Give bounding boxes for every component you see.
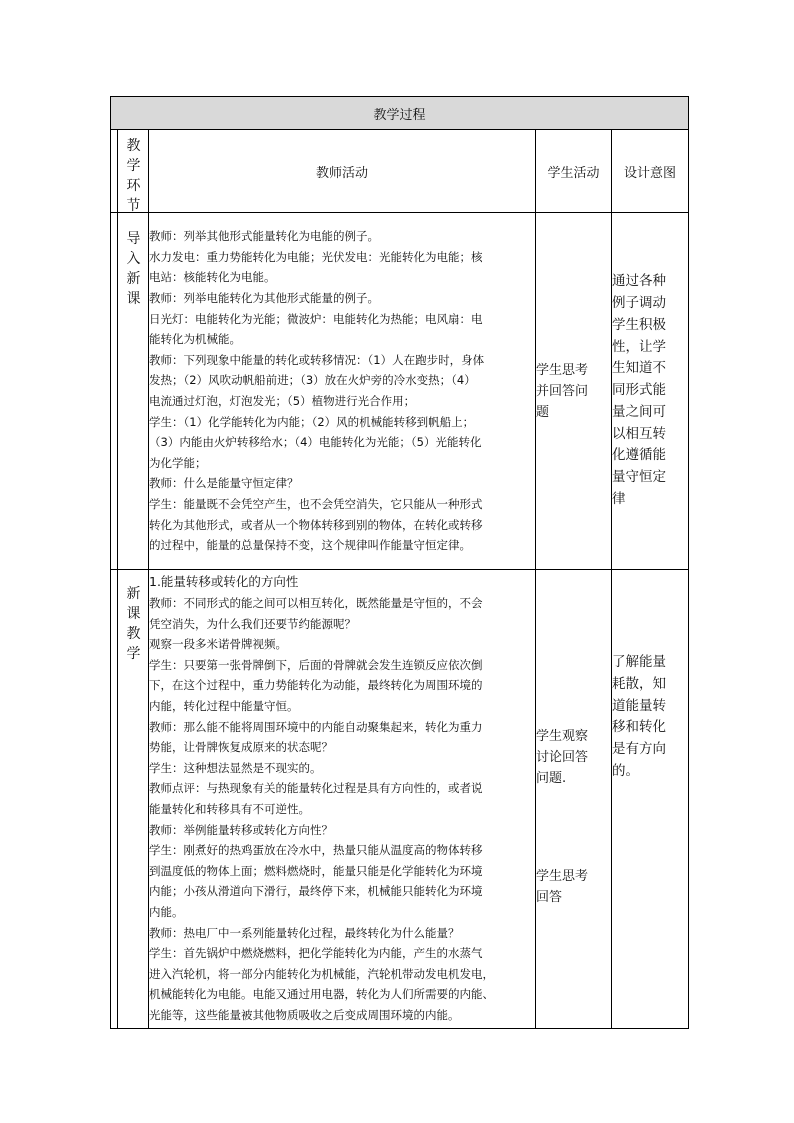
teaching-process-table: [110, 96, 689, 1029]
teacher-activity-new-lesson: 1.能量转移或转化的方向性 教师：不同形式的能之间可以相互转化，既然能量是守恒的，不会 凭空消失，为什么我们还要节约能源呢？ 观察一段多米诺骨牌视频。 学生：只要第一张骨牌倒下，后面的骨牌就会发生连锁反应依次倒 下，在这个过程中，重力势能转化为动能，最终转化为周围环境的 内能，转化过程中能量守恒。 教师：那么能不能将周围环境中的内能自动聚集起来，转化为重力 势能，让骨牌恢复成原来的状态呢？ 学生：这种想法显然是不现实的。 教师点评：与热现象有关的能量转化过程是具有方向性的，或者说 能量转化和转移具有不可逆性。 教师：举例能量转移或转化方向性？ 学生：刚煮好的热鸡蛋放在冷水中，热量只能从温度高的物体转移 到温度低的物体上面；燃料燃烧时，能量只能是化学能转化为环境 内能；小孩从滑道向下滑行，最终停下来，机械能只能转化为环境 内能。 教师：热电厂中一系列能量转化过程，最终转化为什么能量？ 学生：首先锅炉中燃烧燃料，把化学能转化为内能，产生的水蒸气 进入汽轮机，将一部分内能转化为机械能，汽轮机带动发电机发电， 机械能转化为电能。电能又通过用电器，转化为人们所需要的内能、 光能等，这些能量被其他物质吸收之后变成周围环境的内能。: [149, 570, 536, 1029]
student-activity-intro: 学生思考 并回答问 题: [536, 213, 612, 570]
student-activity-block-2: 学生思考 回答: [536, 869, 589, 905]
stage-label-intro: 导 入 新 课: [126, 231, 141, 307]
design-intent-intro: 通过各种 例子调动 学生积极 性，让学 生知道不 同形式能 量之间可 以相互转 化遵循能 量守恒定 律: [612, 213, 689, 570]
teacher-activity-intro: 教师：列举其他形式能量转化为电能的例子。 水力发电：重力势能转化为电能；光伏发电：光能转化为电能；核 电站：核能转化为电能。 教师：列举电能转化为其他形式能量的例子。 日光灯：电能转化为光能；微波炉：电能转化为热能；电风扇：电 能转化为机械能。 教师：下列现象中能量的转化或转移情况：（1）人在跑步时，身体 发热；（2）风吹动帆船前进；（3）放在火炉旁的冷水变热；（4） 电流通过灯泡，灯泡发光；（5）植物进行光合作用； 学生：（1）化学能转化为内能；（2）风的机械能转移到帆船上； （3）内能由火炉转移给水；（4）电能转化为光能；（5）光能转化 为化学能； 教师：什么是能量守恒定律？ 学生：能量既不会凭空产生，也不会凭空消失，它只能从一种形式 转化为其他形式，或者从一个物体转移到别的物体，在转化或转移 的过程中，能量的总量保持不变，这个规律叫作能量守恒定律。: [149, 213, 536, 570]
stage-header: 教 学 环 节: [126, 138, 141, 214]
table-title: 教学过程: [111, 97, 689, 130]
student-activity-new-lesson: [536, 570, 612, 1029]
design-intent-new-lesson: 了解能量 耗散，知 道能量转 移和转化 是有方向 的。: [612, 570, 689, 1029]
teacher-activity-header: 教师活动: [149, 130, 536, 213]
stage-cell-intro: [111, 213, 149, 570]
student-activity-header: 学生活动: [536, 130, 612, 213]
stage-label-new-lesson: 新 课 教 学: [126, 586, 141, 662]
stage-header-cell: [111, 130, 149, 213]
design-intent-header: 设计意图: [612, 130, 689, 213]
stage-cell-new-lesson: [111, 570, 149, 1029]
student-activity-block-1: 学生观察 讨论回答 问题.: [536, 729, 589, 786]
